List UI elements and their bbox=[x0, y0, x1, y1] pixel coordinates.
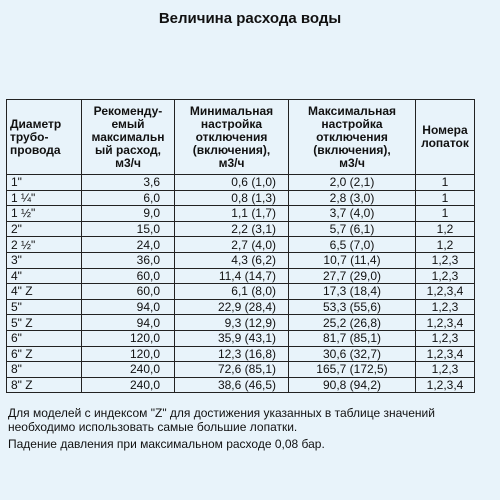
table-row bbox=[7, 206, 475, 222]
cell-recommended-max-flow: 94,0 bbox=[82, 299, 175, 315]
cell-min-setting: 0,6 (1,0) bbox=[175, 175, 289, 191]
cell-recommended-max-flow: 120,0 bbox=[82, 346, 175, 362]
cell-min-setting: 1,1 (1,7) bbox=[175, 206, 289, 222]
cell-min-setting: 35,9 (43,1) bbox=[175, 330, 289, 346]
table-row bbox=[7, 330, 475, 346]
table-row bbox=[7, 362, 475, 378]
table-row bbox=[7, 268, 475, 284]
cell-blade-numbers: 1,2,3 bbox=[416, 330, 475, 346]
footnote-line: необходимо использовать самые большие лопатки. bbox=[8, 420, 298, 434]
cell-recommended-max-flow: 6,0 bbox=[82, 190, 175, 206]
cell-recommended-max-flow: 15,0 bbox=[82, 221, 175, 237]
cell-min-setting: 11,4 (14,7) bbox=[175, 268, 289, 284]
footnotes bbox=[8, 406, 488, 451]
cell-blade-numbers: 1,2,3,4 bbox=[416, 346, 475, 362]
cell-min-setting: 0,8 (1,3) bbox=[175, 190, 289, 206]
cell-pipe-diameter: 4" Z bbox=[7, 284, 82, 300]
table-row bbox=[7, 252, 475, 268]
cell-pipe-diameter: 1" bbox=[7, 175, 82, 191]
header-min-setting: Минимальная настройка отключения (включения), м3/ч bbox=[175, 100, 289, 175]
cell-min-setting: 12,3 (16,8) bbox=[175, 346, 289, 362]
table-row bbox=[7, 237, 475, 253]
cell-pipe-diameter: 6" bbox=[7, 330, 82, 346]
header-max-setting: Максимальная настройка отключения (включения), м3/ч bbox=[289, 100, 416, 175]
header-recommended-max-flow: Рекоменду- емый максимальн ый расход, м3/ч bbox=[82, 100, 175, 175]
table-row bbox=[7, 346, 475, 362]
cell-min-setting: 6,1 (8,0) bbox=[175, 284, 289, 300]
cell-min-setting: 72,6 (85,1) bbox=[175, 362, 289, 378]
cell-max-setting: 5,7 (6,1) bbox=[289, 221, 416, 237]
cell-pipe-diameter: 1 ½" bbox=[7, 206, 82, 222]
cell-min-setting: 9,3 (12,9) bbox=[175, 315, 289, 331]
cell-max-setting: 17,3 (18,4) bbox=[289, 284, 416, 300]
table-row bbox=[7, 377, 475, 393]
footnote-line: Падение давления при максимальном расходе 0,08 бар. bbox=[8, 437, 325, 451]
header-pipe-diameter: Диаметр трубо- провода bbox=[7, 100, 82, 175]
cell-blade-numbers: 1,2,3 bbox=[416, 299, 475, 315]
cell-max-setting: 27,7 (29,0) bbox=[289, 268, 416, 284]
cell-max-setting: 25,2 (26,8) bbox=[289, 315, 416, 331]
cell-pipe-diameter: 8" bbox=[7, 362, 82, 378]
cell-recommended-max-flow: 60,0 bbox=[82, 268, 175, 284]
cell-blade-numbers: 1,2,3,4 bbox=[416, 315, 475, 331]
cell-recommended-max-flow: 60,0 bbox=[82, 284, 175, 300]
cell-max-setting: 30,6 (32,7) bbox=[289, 346, 416, 362]
cell-blade-numbers: 1,2,3 bbox=[416, 252, 475, 268]
cell-recommended-max-flow: 120,0 bbox=[82, 330, 175, 346]
table-row bbox=[7, 175, 475, 191]
cell-recommended-max-flow: 3,6 bbox=[82, 175, 175, 191]
cell-min-setting: 2,7 (4,0) bbox=[175, 237, 289, 253]
cell-blade-numbers: 1,2 bbox=[416, 221, 475, 237]
footnote-line: Для моделей с индексом "Z" для достижения указанных в таблице значений bbox=[8, 406, 435, 420]
cell-max-setting: 3,7 (4,0) bbox=[289, 206, 416, 222]
table-body bbox=[7, 175, 475, 393]
cell-min-setting: 22,9 (28,4) bbox=[175, 299, 289, 315]
cell-max-setting: 81,7 (85,1) bbox=[289, 330, 416, 346]
cell-blade-numbers: 1,2,3 bbox=[416, 268, 475, 284]
cell-blade-numbers: 1 bbox=[416, 190, 475, 206]
cell-recommended-max-flow: 240,0 bbox=[82, 377, 175, 393]
cell-recommended-max-flow: 9,0 bbox=[82, 206, 175, 222]
cell-max-setting: 2,8 (3,0) bbox=[289, 190, 416, 206]
cell-pipe-diameter: 2 ½" bbox=[7, 237, 82, 253]
cell-blade-numbers: 1 bbox=[416, 206, 475, 222]
cell-min-setting: 4,3 (6,2) bbox=[175, 252, 289, 268]
cell-pipe-diameter: 8" Z bbox=[7, 377, 82, 393]
cell-recommended-max-flow: 94,0 bbox=[82, 315, 175, 331]
table-row bbox=[7, 221, 475, 237]
flow-rate-table bbox=[6, 99, 475, 393]
cell-max-setting: 165,7 (172,5) bbox=[289, 362, 416, 378]
cell-blade-numbers: 1,2 bbox=[416, 237, 475, 253]
cell-pipe-diameter: 3" bbox=[7, 252, 82, 268]
table-row bbox=[7, 284, 475, 300]
cell-min-setting: 38,6 (46,5) bbox=[175, 377, 289, 393]
cell-max-setting: 53,3 (55,6) bbox=[289, 299, 416, 315]
cell-pipe-diameter: 5" bbox=[7, 299, 82, 315]
cell-blade-numbers: 1,2,3,4 bbox=[416, 284, 475, 300]
cell-pipe-diameter: 5" Z bbox=[7, 315, 82, 331]
table-header-row bbox=[7, 100, 475, 175]
header-blade-numbers: Номера лопаток bbox=[416, 100, 475, 175]
cell-recommended-max-flow: 36,0 bbox=[82, 252, 175, 268]
cell-pipe-diameter: 4" bbox=[7, 268, 82, 284]
cell-pipe-diameter: 6" Z bbox=[7, 346, 82, 362]
cell-blade-numbers: 1,2,3 bbox=[416, 362, 475, 378]
cell-blade-numbers: 1,2,3,4 bbox=[416, 377, 475, 393]
table-row bbox=[7, 315, 475, 331]
table-row bbox=[7, 299, 475, 315]
cell-min-setting: 2,2 (3,1) bbox=[175, 221, 289, 237]
page-title: Величина расхода воды bbox=[158, 10, 342, 27]
cell-recommended-max-flow: 24,0 bbox=[82, 237, 175, 253]
cell-recommended-max-flow: 240,0 bbox=[82, 362, 175, 378]
cell-pipe-diameter: 1 ¼" bbox=[7, 190, 82, 206]
cell-max-setting: 90,8 (94,2) bbox=[289, 377, 416, 393]
cell-max-setting: 6,5 (7,0) bbox=[289, 237, 416, 253]
cell-max-setting: 10,7 (11,4) bbox=[289, 252, 416, 268]
cell-pipe-diameter: 2" bbox=[7, 221, 82, 237]
cell-max-setting: 2,0 (2,1) bbox=[289, 175, 416, 191]
cell-blade-numbers: 1 bbox=[416, 175, 475, 191]
table-row bbox=[7, 190, 475, 206]
